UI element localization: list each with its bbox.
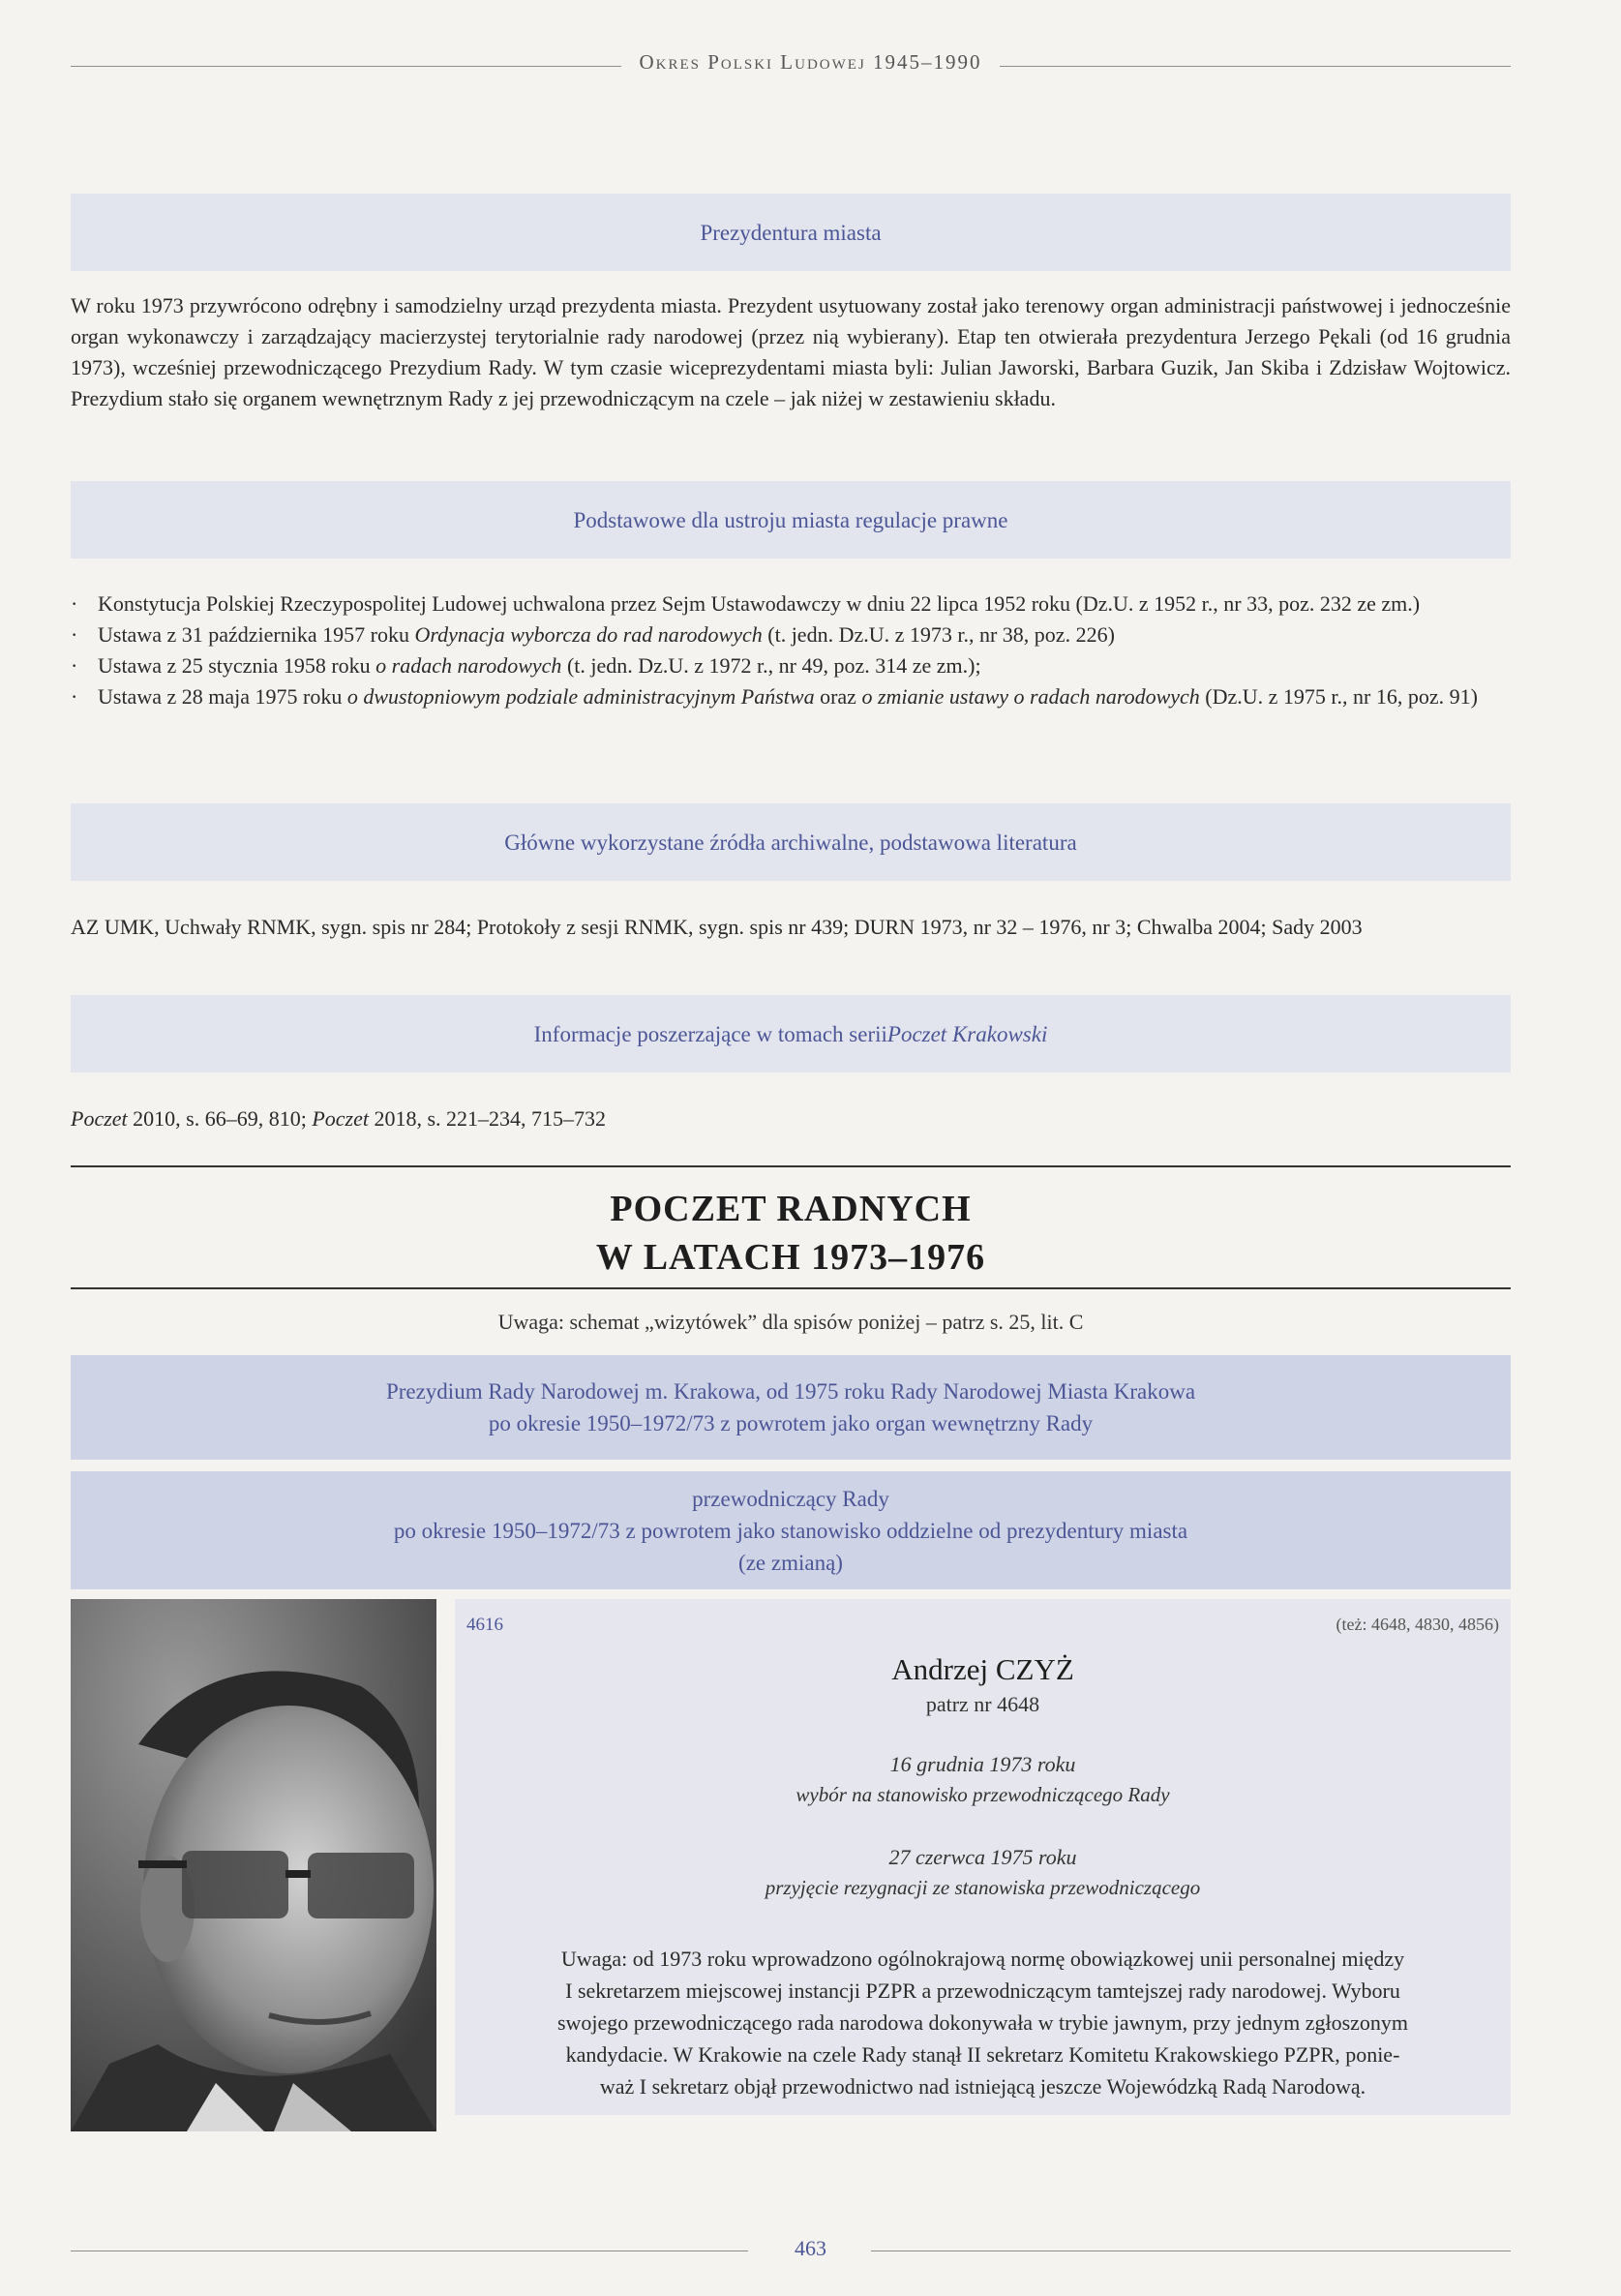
- poczet-title: POCZET RADNYCH W LATACH 1973–1976: [595, 1189, 986, 1278]
- entry-note: Uwaga: od 1973 roku wprowadzono ogólnokrajową normę obowiązkowej unii personalnej między I sekretarzem miejscowej instancji PZPR a przewodniczącym tamtejszej rady narodowej. Wyboru swojego przewodniczącego rada narodowa dokonywała w trybie jawnym, przy jednym zgłoszonym kandydacie. W Krakowie na czele Rady stanął II sekretarz Komitetu Krakowskiego PZPR, ponie- waż I sekretarz objął przewodnictwo nad istniejącą jeszcze Wojewódzką Radą Narodową.: [556, 1947, 1409, 2099]
- list-item: · Ustawa z 31 października 1957 roku Ordynacja wyborcza do rad narodowych (t. jedn. Dz.U. z 1973 r., nr 38, poz. 226): [71, 622, 1115, 647]
- title-top-rule: [71, 1165, 1511, 1167]
- event2-date: 27 czerwca 1975 roku: [888, 1845, 1077, 1869]
- section-heading-zrodla: Główne wykorzystane źródła archiwalne, podstawowa literatura: [71, 803, 1511, 881]
- event1-desc: wybór na stanowisko przewodniczącego Rady: [795, 1783, 1170, 1806]
- event1-date: 16 grudnia 1973 roku: [889, 1752, 1076, 1776]
- section-body-zrodla: AZ UMK, Uchwały RNMK, sygn. spis nr 284; Protokoły z sesji RNMK, sygn. spis nr 439; DURN 1973, nr 32 – 1976, nr 3; Chwalba 2004; Sady 2003: [71, 915, 1363, 939]
- running-header-text: Okres Polski Ludowej 1945–1990: [621, 50, 999, 74]
- list-item: · Ustawa z 25 stycznia 1958 roku o radach narodowych (t. jedn. Dz.U. z 1972 r., nr 49, poz. 314 ze zm.);: [71, 653, 981, 678]
- person-ref: patrz nr 4648: [925, 1692, 1040, 1716]
- title-bottom-rule: [71, 1287, 1511, 1289]
- running-header: [0, 50, 1621, 79]
- page-number: 463: [795, 2236, 826, 2260]
- schema-note: Uwaga: schemat „wizytówek” dla spisów poniżej – patrz s. 25, lit. C: [497, 1310, 1084, 1334]
- person-name: Andrzej CZYŻ: [891, 1652, 1074, 1686]
- list-item: · Ustawa z 28 maja 1975 roku o dwustopniowym podziale administracyjnym Państwa oraz o zmianie ustawy o radach narodowych (Dz.U. z 1975 r., nr 16, poz. 91): [71, 684, 1478, 709]
- section-body-prezydentura: W roku 1973 przywrócono odrębny i samodzielny urząd prezydenta miasta. Prezydent usytuowany został jako terenowy organ administracji państwowej i jednocześnie organ wykonawczy i zarządzający macierzystej terytorialnie rady narodowej (przez nią wybierany). Etap ten otwierała prezydentura Jerzego Pękali (od 16 grudnia 1973), wcześniej przewodniczącego Prezydium Rady. W tym czasie wiceprezydentami miasta byli: Julian Jaworski, Barbara Guzik, Jan Skiba i Zdzisław Wojtowicz. Prezydium stało się organem wewnętrznym Rady z jej przewodniczącym na czele – jak niżej w zestawieniu składu.: [71, 293, 1511, 410]
- section-body-informacje: Poczet 2010, s. 66–69, 810; Poczet 2018, s. 221–234, 715–732: [71, 1106, 607, 1131]
- section-heading-informacje: Informacje poszerzające w tomach serii Poczet Krakowski: [71, 995, 1511, 1072]
- section-heading-regulacje: Podstawowe dla ustroju miasta regulacje prawne: [71, 481, 1511, 559]
- entry-number: 4616: [466, 1615, 503, 1635]
- chair-heading: przewodniczący Rady po okresie 1950–1972/73 z powrotem jako stanowisko oddzielne od prezydentury miasta (ze zmianą): [71, 1471, 1511, 1589]
- entry-see-also: (też: 4648, 4830, 4856): [1336, 1615, 1499, 1634]
- legal-regulations-list: [71, 589, 1511, 712]
- presidium-heading: Prezydium Rady Narodowej m. Krakowa, od 1975 roku Rady Narodowej Miasta Krakowa po okresie 1950–1972/73 z powrotem jako organ wewnętrzny Rady: [71, 1355, 1511, 1460]
- list-item: · Konstytucja Polskiej Rzeczypospolitej Ludowej uchwalona przez Sejm Ustawodawczy w dniu 22 lipca 1952 roku (Dz.U. z 1952 r., nr 33, poz. 232 ze zm.): [71, 591, 1421, 616]
- event2-desc: przyjęcie rezygnacji ze stanowiska przewodniczącego: [765, 1876, 1201, 1899]
- person-entry-card: [455, 1599, 1511, 2115]
- portrait-image: [71, 1599, 436, 2131]
- portrait-photo: [71, 1599, 436, 2131]
- section-heading-prezydentura: Prezydentura miasta: [71, 194, 1511, 271]
